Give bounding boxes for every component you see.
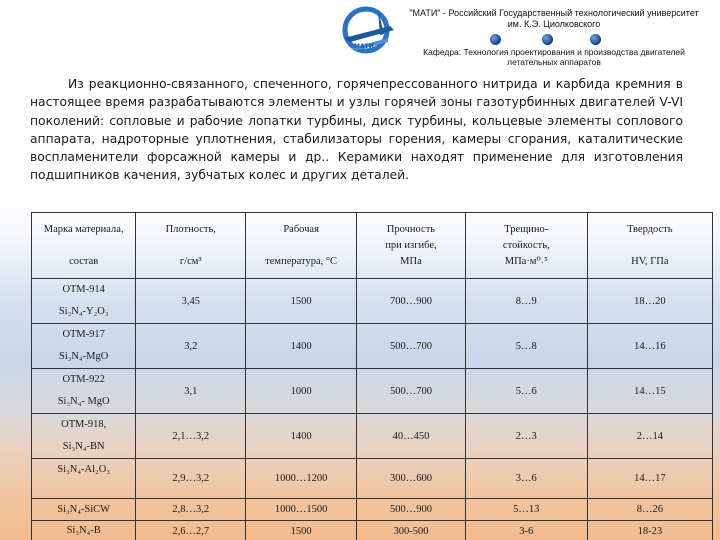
header-grade	[32, 213, 136, 279]
mati-logo-icon	[338, 4, 398, 60]
header-strength	[357, 213, 466, 279]
cell-material	[32, 414, 136, 459]
cell-density: 2,6…2,7	[136, 521, 246, 540]
cell-hardness: 14…16	[587, 324, 712, 369]
slide-header	[0, 0, 720, 70]
cell-hardness: 8…26	[587, 499, 712, 521]
header-text: Рабочая	[283, 223, 319, 235]
cell-strength: 300-500	[357, 521, 466, 540]
header-text: г/см³	[179, 255, 202, 267]
cell-hardness: 14…15	[587, 369, 712, 414]
cell-material	[32, 324, 136, 369]
cell-toughness: 3-6	[465, 521, 587, 540]
dot-icon	[490, 34, 501, 45]
cell-strength: 500…700	[357, 324, 466, 369]
cell-temperature: 1400	[246, 414, 357, 459]
cell-temperature: 1000…1500	[246, 499, 357, 521]
cell-temperature: 1500	[246, 521, 357, 540]
table-row	[32, 324, 713, 369]
cell-toughness: 2…3	[465, 414, 587, 459]
cell-material: Si₃N₄-B	[32, 521, 136, 540]
header-text: Прочность	[386, 223, 436, 235]
header-text: состав	[69, 255, 99, 267]
cell-temperature: 1000…1200	[246, 459, 357, 499]
cell-material	[32, 369, 136, 414]
material-composition: Si₃N₄-BN	[62, 441, 105, 452]
header-text: Твердость	[627, 223, 673, 235]
cell-temperature: 1500	[246, 279, 357, 324]
header-hardness	[587, 213, 712, 279]
cell-density: 2,1…3,2	[136, 414, 246, 459]
header-text: МПа·м⁰˒⁵	[504, 255, 548, 267]
cell-density: 3,2	[136, 324, 246, 369]
header-text: HV, ГПа	[631, 255, 669, 267]
cell-hardness: 2…14	[587, 414, 712, 459]
cell-density: 3,1	[136, 369, 246, 414]
table-row	[32, 369, 713, 414]
table-row	[32, 414, 713, 459]
material-grade: ОТМ-917	[62, 329, 105, 340]
cell-hardness: 18…20	[587, 279, 712, 324]
header-text: Марка материала,	[43, 223, 124, 235]
cell-toughness: 5…13	[465, 499, 587, 521]
table-row	[32, 459, 713, 499]
material-composition: Si₃N₄- MgO	[57, 396, 110, 407]
header-text: температура, °С	[265, 255, 338, 267]
decorative-dots	[490, 34, 610, 48]
cell-strength: 500…700	[357, 369, 466, 414]
body-paragraph: Из реакционно-связанного, спеченного, горячепрессованного нитрида и карбида кремния в настоящее время разрабатываются элементы и узлы горячей зоны газотурбинных двигателей V-VI поколений: сопловые и рабочие лопатки турбины, диск турбины, кольцевые элементы соплового аппарата, надроторные уплотнения, стабилизаторы горения, камеры сгорания, каталитические воспламенители форсажной камеры и др.. Керамики находят применение для изготовления подшипников качения, зубчатых колес и других деталей.	[30, 77, 683, 183]
department-name-cont: летательных аппаратов	[507, 57, 601, 67]
cell-toughness: 8…9	[465, 279, 587, 324]
header-toughness	[465, 213, 587, 279]
cell-density: 3,45	[136, 279, 246, 324]
university-named-after: им. К.Э. Циолковского	[507, 19, 601, 29]
cell-density: 2,8…3,2	[136, 499, 246, 521]
table-row	[32, 499, 713, 521]
header-text: Трещино-	[504, 223, 549, 235]
table-row	[32, 521, 713, 540]
cell-strength: 700…900	[357, 279, 466, 324]
cell-material: Si₃N₄-SiCW	[32, 499, 136, 521]
header-temperature	[246, 213, 357, 279]
dot-icon	[590, 34, 601, 45]
table-header-row	[32, 213, 713, 279]
cell-temperature: 1400	[246, 324, 357, 369]
logo-text: МАТИ	[354, 43, 374, 50]
dot-icon	[542, 34, 553, 45]
cell-toughness: 5…8	[465, 324, 587, 369]
materials-table	[31, 212, 713, 540]
cell-material: Si₃N₄-Al₂O₃	[32, 459, 136, 499]
header-text: МПа	[400, 255, 422, 267]
cell-hardness: 18-23	[587, 521, 712, 540]
header-density	[136, 213, 246, 279]
university-name: "МАТИ" - Российский Государственный технологический университет	[409, 8, 699, 18]
material-composition: Si₃N₄-MgO	[59, 351, 109, 362]
cell-material	[32, 279, 136, 324]
header-text: Плотность,	[165, 223, 216, 235]
cell-strength: 300…600	[357, 459, 466, 499]
header-text: стойкость,	[502, 239, 550, 251]
cell-strength: 500…900	[357, 499, 466, 521]
cell-toughness: 3…6	[465, 459, 587, 499]
header-text: при изгибе,	[385, 239, 437, 251]
cell-hardness: 14…17	[587, 459, 712, 499]
table-row	[32, 279, 713, 324]
material-grade: ОТМ-922	[62, 374, 105, 385]
cell-toughness: 5…6	[465, 369, 587, 414]
cell-strength: 40…450	[357, 414, 466, 459]
material-grade: ОТМ-918,	[61, 419, 107, 430]
cell-temperature: 1000	[246, 369, 357, 414]
department-name: Кафедра: Технология проектирования и производства двигателей	[423, 47, 685, 57]
material-grade: ОТМ-914	[62, 284, 105, 295]
cell-density: 2,9…3,2	[136, 459, 246, 499]
material-composition: Si₃N₄-Y₂O₃	[58, 306, 109, 317]
